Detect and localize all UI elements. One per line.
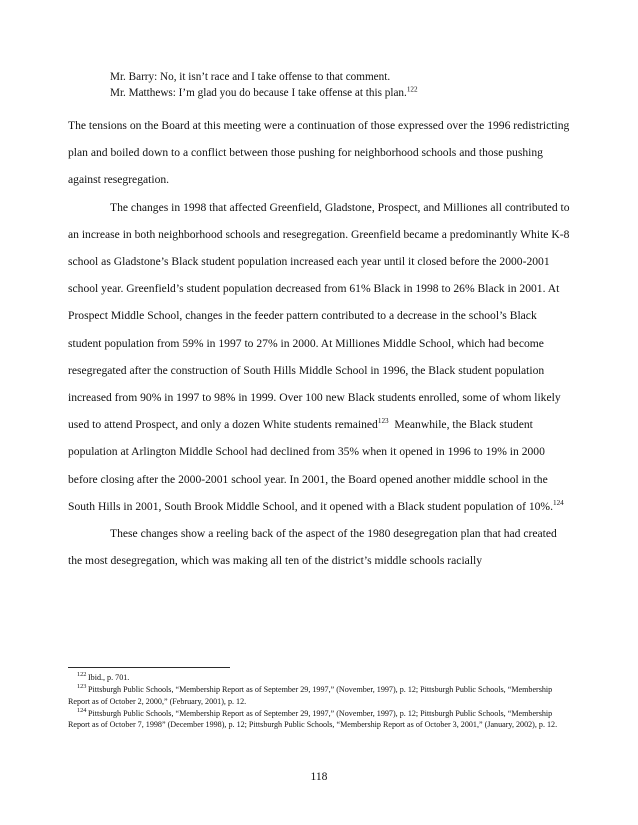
blockquote-line-1: Mr. Barry: No, it isn’t race and I take offense to that comment. [110, 71, 391, 83]
page-number: 118 [310, 770, 328, 783]
footnote-124 [68, 708, 572, 731]
paragraph-changes-text-2: Meanwhile, the Black student population at Arlington Middle School had declined from 35% when it opened in 1996 to 19% in 2000 before closing after the 2000-2001 school year. In 2001, the Board opened another middle school in the South Hills in 2001, South Brook Middle School, and it opened with a Black student population of 10%. [68, 418, 553, 513]
paragraph-changes-1998 [68, 194, 570, 520]
blockquote-line-2 [110, 86, 570, 102]
paragraph-reeling-back: These changes show a reeling back of the aspect of the 1980 desegregation plan that had created the most desegregation, which was making all ten of the district’s middle schools racially [68, 527, 557, 568]
footnote-marker-124[interactable]: 124 [552, 498, 564, 507]
footnote-marker-122[interactable]: 122 [406, 84, 418, 93]
footnote-122-text: Ibid., p. 701. [87, 673, 130, 682]
footnote-123-number: 123 [77, 683, 87, 691]
paragraph-tensions: The tensions on the Board at this meeting were a continuation of those expressed over the 1996 redistricting plan and boiled down to a conflict between those pushing for neighborhood schools and those pushing against resegregation. [68, 119, 570, 187]
footnote-122 [68, 672, 572, 684]
document-body [68, 112, 570, 574]
blockquote-line-2-text: Mr. Matthews: I’m glad you do because I take offense at this plan. [110, 86, 407, 99]
footnote-list [68, 672, 572, 731]
footnote-123-text: Pittsburgh Public Schools, “Membership Report as of September 29, 1997,” (November, 1997), p. 12; Pittsburgh Public Schools, “Membership Report as of October 2, 2000,” (February, 2001), p. 12. [68, 685, 553, 706]
paragraph-changes-text-1: The changes in 1998 that affected Greenfield, Gladstone, Prospect, and Milliones all contributed to an increase in both neighborhood schools and resegregation. Greenfield became a predominantly White K-8 school as Gladstone’s Black student population increased each year until it closed before the 2000-2001 school year. Greenfield’s student population decreased from 61% Black in 1998 to 26% Black in 2001. At Prospect Middle School, changes in the feeder pattern contributed to a decrease in the school’s Black student population from 59% in 1997 to 27% in 2000. At Milliones Middle School, which had become resegregated after the construction of South Hills Middle School in 1996, the Black student population increased from 90% in 1997 to 98% in 1999. Over 100 new Black students enrolled, some of whom likely used to attend Prospect, and only a dozen White students remained [68, 200, 570, 432]
footnote-123 [68, 684, 572, 707]
footnote-marker-123[interactable]: 123 [377, 417, 389, 426]
footnote-124-text: Pittsburgh Public Schools, “Membership Report as of September 29, 1997,” (November, 1997), p. 12; Pittsburgh Public Schools, “Membership Report as of October 7, 1998” (December 1998), p. 12; Pittsburgh Public Schools, “Membership Report as of October 3, 2001,” (January, 2002), p. 12. [68, 708, 558, 730]
blockquote [110, 70, 570, 101]
footnote-124-number: 124 [77, 707, 87, 715]
footnote-122-number: 122 [77, 671, 87, 679]
footnote-separator [68, 667, 230, 668]
